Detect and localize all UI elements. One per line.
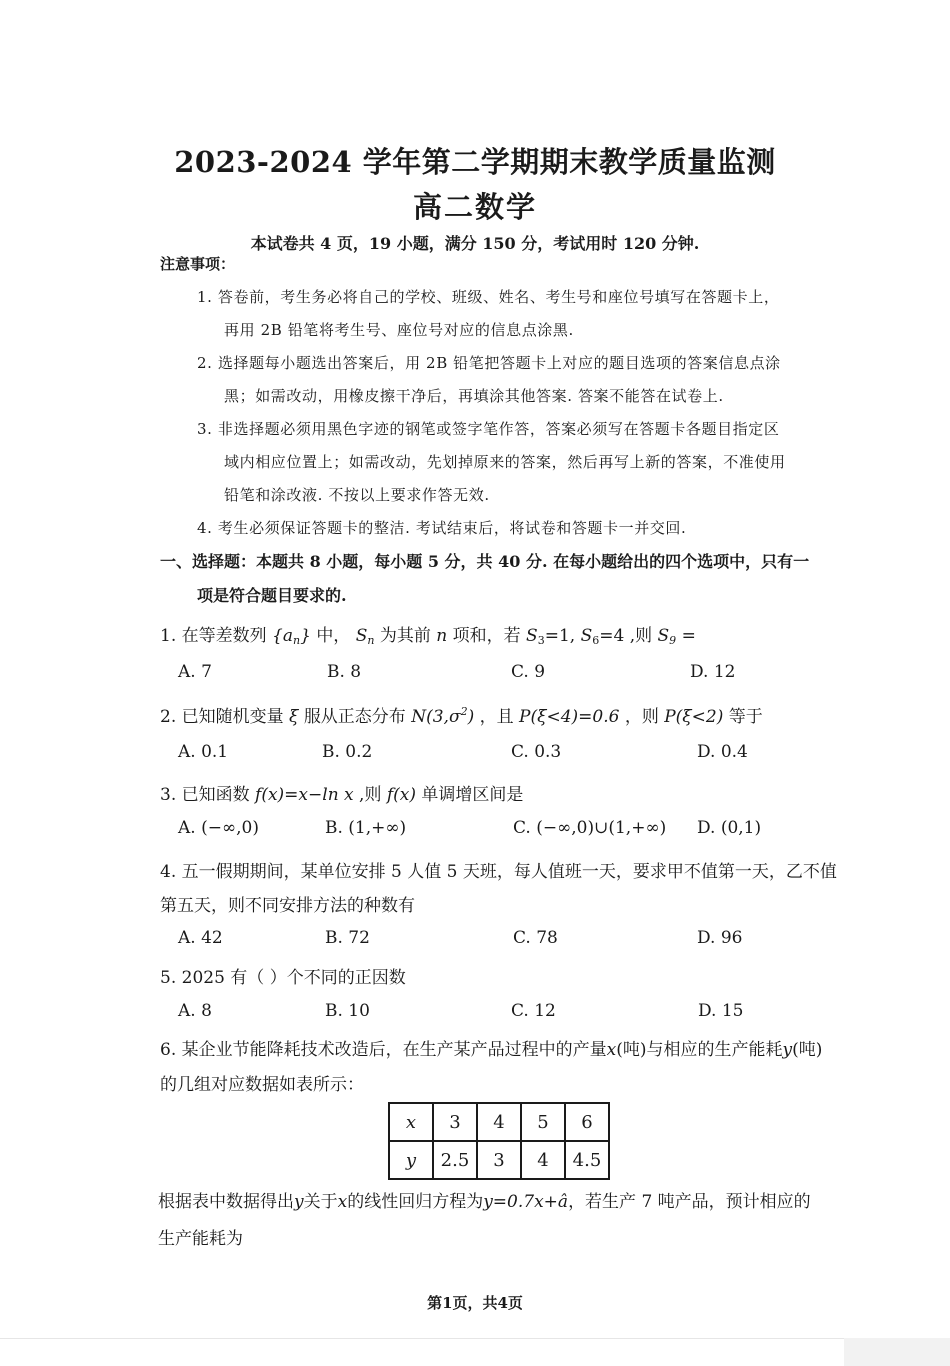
- table-cell: 4: [477, 1103, 521, 1141]
- table-row: [389, 1141, 609, 1179]
- question-1: 1. 在等差数列 $\{a_n\}$ 中， $S_n$ 为其前 n 项和，若 $S_3=1$, $S_6=4$ ,则 $S_9$ =: [160, 626, 696, 647]
- question-6-end: 生产能耗为: [158, 1229, 243, 1249]
- page-footer: 第1页，共4页: [427, 1294, 523, 1312]
- q2-option-c: C. 0.3: [511, 742, 562, 762]
- table-cell: 6: [565, 1103, 609, 1141]
- notes-heading: 注意事项：: [160, 255, 236, 273]
- question-3: 3. 已知函数 f(x)=x−ln x ,则 f(x) 单调增区间是: [160, 785, 524, 805]
- q3-option-b: B. (1,+∞): [325, 818, 407, 838]
- q4-option-b: B. 72: [325, 928, 370, 948]
- q5-option-b: B. 10: [325, 1001, 370, 1021]
- section-heading-cont: 项是符合题目要求的.: [197, 586, 347, 605]
- note-line: 铅笔和涂改液. 不按以上要求作答无效.: [224, 486, 490, 504]
- question-6-cont: 的几组对应数据如表所示：: [160, 1075, 364, 1095]
- table-cell: 3: [433, 1103, 477, 1141]
- q1-option-c: C. 9: [511, 662, 546, 682]
- q4-option-a: A. 42: [178, 928, 223, 948]
- q2-option-d: D. 0.4: [697, 742, 748, 762]
- q1-option-a: A. 7: [178, 662, 212, 682]
- note-line: 1. 答卷前，考生务必将自己的学校、班级、姓名、考生号和座位号填写在答题卡上，: [197, 288, 780, 306]
- q1-option-b: B. 8: [327, 662, 362, 682]
- q5-option-a: A. 8: [178, 1001, 212, 1021]
- exam-title: 2023-2024 学年第二学期期末教学质量监测: [174, 145, 776, 179]
- q4-option-d: D. 96: [697, 928, 743, 948]
- question-2: 2. 已知随机变量 ξ 服从正态分布 $N(3,\sigma^2)$ ，且 P(ξ<4)=0.6 ，则 P(ξ<2) 等于: [160, 705, 763, 727]
- table-cell: 4: [521, 1141, 565, 1179]
- scan-edge: [0, 1338, 844, 1339]
- q2-option-a: A. 0.1: [178, 742, 229, 762]
- note-line: 黑；如需改动，用橡皮擦干净后，再填涂其他答案. 答案不能答在试卷上.: [224, 387, 724, 405]
- exam-info: 本试卷共 4 页，19 小题，满分 150 分，考试用时 120 分钟.: [250, 234, 700, 253]
- data-table: [388, 1102, 610, 1180]
- q3-option-a: A. (−∞,0): [178, 818, 259, 838]
- note-line: 2. 选择题每小题选出答案后，用 2B 铅笔把答题卡上对应的题目选项的答案信息点涂: [197, 354, 781, 372]
- q1-option-d: D. 12: [690, 662, 736, 682]
- question-5: 5. 2025 有（ ）个不同的正因数: [160, 968, 406, 988]
- q2-option-b: B. 0.2: [322, 742, 373, 762]
- note-line: 3. 非选择题必须用黑色字迹的钢笔或签字笔作答，答案必须写在答题卡各题目指定区: [197, 420, 780, 438]
- q5-option-c: C. 12: [511, 1001, 556, 1021]
- q4-option-c: C. 78: [513, 928, 558, 948]
- table-cell: 5: [521, 1103, 565, 1141]
- question-4: 4. 五一假期期间，某单位安排 5 人值 5 天班，每人值班一天，要求甲不值第一天，乙不值: [160, 862, 837, 882]
- question-6-regression: 根据表中数据得出y关于x的线性回归方程为y=0.7x+â，若生产 7 吨产品，预计相应的: [158, 1192, 811, 1212]
- question-6: 6. 某企业节能降耗技术改造后，在生产某产品过程中的产量x(吨)与相应的生产能耗y(吨): [160, 1040, 823, 1060]
- section-heading: 一、选择题：本题共 8 小题，每小题 5 分，共 40 分. 在每小题给出的四个选项中，只有一: [160, 552, 810, 571]
- note-line: 再用 2B 铅笔将考生号、座位号对应的信息点涂黑.: [224, 321, 574, 339]
- table-row: [389, 1103, 609, 1141]
- note-line: 域内相应位置上；如需改动，先划掉原来的答案，然后再写上新的答案，不准使用: [224, 453, 786, 471]
- table-cell: 4.5: [565, 1141, 609, 1179]
- table-header-x: x: [389, 1103, 433, 1141]
- table-cell: 2.5: [433, 1141, 477, 1179]
- scan-edge: [844, 1338, 950, 1366]
- table-header-y: y: [389, 1141, 433, 1179]
- exam-subject: 高二数学: [412, 190, 537, 224]
- question-4-cont: 第五天，则不同安排方法的种数有: [160, 896, 415, 916]
- q3-option-c: C. (−∞,0)∪(1,+∞): [513, 818, 667, 838]
- q3-option-d: D. (0,1): [697, 818, 762, 838]
- q5-option-d: D. 15: [698, 1001, 744, 1021]
- table-cell: 3: [477, 1141, 521, 1179]
- note-line: 4. 考生必须保证答题卡的整洁. 考试结束后，将试卷和答题卡一并交回.: [197, 519, 687, 537]
